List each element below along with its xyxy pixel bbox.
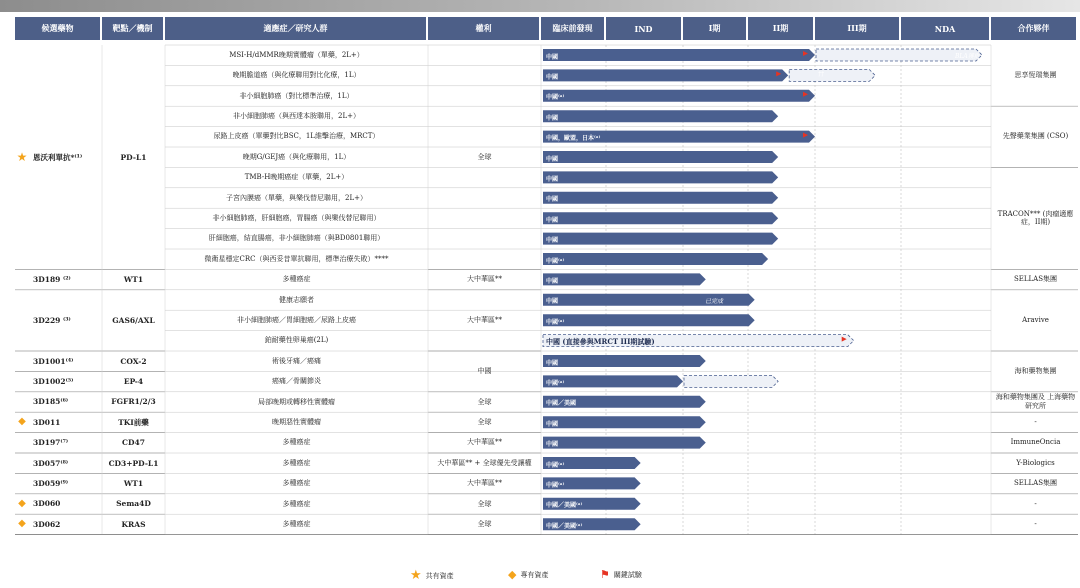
- bar-label: 中國: [546, 196, 559, 204]
- legend-diamond-label: 專有資產: [520, 570, 549, 579]
- drug-name: 3D060: [33, 499, 61, 509]
- rights-text: 全球: [477, 152, 492, 161]
- diamond-icon: ◆: [18, 497, 26, 509]
- drug-name: 3D059⁽⁹⁾: [33, 478, 69, 488]
- drug-name: 3D229 ⁽³⁾: [33, 315, 71, 325]
- indication-text: 非小細胞肺癌（對比標準治療，1L）: [239, 91, 354, 100]
- target-name: TKI前藥: [118, 417, 149, 427]
- partner-text: -: [1034, 520, 1037, 528]
- drug-name: 3D1001⁽⁴⁾: [33, 356, 74, 366]
- bar-label: 中國: [546, 114, 559, 122]
- partner-text: ImmuneOncia: [1010, 438, 1061, 447]
- indication-text: 癌痛／骨關節炎: [272, 377, 321, 386]
- bar-label: 中國⁽ᵃ⁾: [546, 461, 565, 469]
- rights-text: 大中華區**: [467, 275, 502, 284]
- target-name: WT1: [123, 274, 144, 284]
- progress-bar: [543, 437, 706, 449]
- indication-text: 晚期惡性實體瘤: [272, 418, 321, 426]
- bar-label: 中國: [546, 175, 559, 183]
- star-icon: ★: [410, 568, 422, 583]
- rights-text: 大中華區** + 全球優先受讓權: [437, 458, 532, 467]
- progress-bar: [543, 233, 778, 245]
- header-cell: 合作夥伴: [991, 17, 1076, 40]
- indication-text: 非小細胞肺癌，肝細胞癌，胃腸癌（與樂伐替尼聯用）: [212, 214, 381, 222]
- planned-bar: [789, 69, 875, 81]
- target-name: CD3+PD-L1: [108, 458, 159, 468]
- bar-label: 中國／美國⁽ᵃ⁾: [546, 502, 583, 510]
- header-cell: 候選藥物: [15, 17, 100, 40]
- header-cell: 靶點／機制: [102, 17, 163, 40]
- diamond-icon: ◆: [18, 416, 26, 428]
- drug-name: 3D185⁽⁶⁾: [33, 397, 69, 407]
- flag-icon: ⚑: [600, 568, 610, 581]
- target-name: PD-L1: [120, 152, 147, 162]
- target-name: EP-4: [123, 376, 144, 386]
- bar-label: 中國⁽ᵃ⁾: [546, 481, 565, 489]
- bar-label: 中國，歐盟，日本⁽ᵃ⁾: [546, 135, 601, 143]
- partner-text: SELLAS集團: [1013, 479, 1058, 488]
- target-name: COX-2: [120, 356, 147, 366]
- rights-text: 全球: [477, 499, 492, 508]
- header-cell: III期: [815, 17, 899, 40]
- drug-name: 恩沃利單抗*⁽¹⁾: [33, 152, 83, 162]
- indication-text: 多種癌症: [282, 499, 311, 508]
- progress-bar: [543, 110, 778, 122]
- bar-label: 中國⁽ᵃ⁾: [546, 257, 565, 265]
- bar-label: 中國: [546, 237, 559, 245]
- target-name: CD47: [122, 438, 145, 448]
- header-cell: I期: [683, 17, 746, 40]
- partner-text: 海和藥物集團及 上海藥物研究所: [995, 393, 1076, 410]
- progress-bar: [543, 253, 768, 265]
- partner-text: -: [1034, 499, 1037, 508]
- bar-note: BLA獲批: [955, 53, 980, 60]
- progress-bar: [543, 416, 706, 428]
- progress-bar: [543, 171, 778, 183]
- header-cell: 適應症／研究人群: [165, 17, 426, 40]
- bar-label: 中國: [546, 216, 559, 224]
- bar-label: 中國 (直接參與MRCT III期試驗): [546, 337, 655, 347]
- progress-bar: [543, 273, 706, 285]
- bar-label: 中國⁽ᵃ⁾: [546, 379, 565, 387]
- rights-text: 全球: [477, 397, 492, 406]
- bar-label: 中國: [546, 73, 559, 81]
- partner-text: 先聲藥業集團 (CSO): [1002, 132, 1069, 141]
- indication-text: 晚期G/GEJ癌（與化療聯用，1L）: [242, 152, 351, 161]
- indication-text: 非小細胞肺癌（與西達本胺聯用，2L+）: [233, 112, 360, 120]
- progress-bar: [543, 212, 778, 224]
- indication-text: 局部晚期或轉移性實體瘤: [258, 397, 335, 406]
- bar-label: 中國／美國⁽ᵃ⁾: [546, 522, 583, 530]
- rights-text: 全球: [477, 418, 492, 426]
- target-name: FGFR1/2/3: [111, 397, 156, 407]
- bar-note: ††: [818, 71, 824, 79]
- indication-text: 肝細胞癌，結直腸癌，非小細胞肺癌（與BD0801聯用）: [208, 234, 385, 243]
- indication-text: 多種癌症: [282, 275, 311, 284]
- drug-name: 3D189 ⁽²⁾: [33, 274, 71, 284]
- legend-flag: [600, 568, 642, 581]
- rights-text: 中國: [477, 367, 492, 376]
- target-name: WT1: [123, 478, 144, 488]
- indication-text: 多種癌症: [282, 479, 311, 488]
- indication-text: TMB-H晚期癌症（單藥，2L+）: [244, 173, 349, 182]
- drug-name: 3D011: [33, 417, 61, 427]
- bar-label: 中國⁽ᵃ⁾: [546, 94, 565, 102]
- indication-text: 鉑耐藥性卵巢癌(2L): [264, 336, 329, 345]
- rights-text: 大中華區**: [467, 479, 502, 488]
- drug-name: 3D1002⁽⁵⁾: [33, 376, 74, 386]
- bar-label: 中國: [546, 359, 559, 367]
- partner-text: Y-Biologics: [1016, 458, 1055, 467]
- indication-text: 非小細胞肺癌／胃細胞癌／尿路上皮癌: [237, 316, 356, 324]
- bar-label: 中國: [546, 53, 559, 61]
- progress-bar: [543, 90, 815, 102]
- drug-name: 3D057⁽⁸⁾: [33, 458, 69, 468]
- legend-diamond: [508, 568, 548, 581]
- rights-text: 全球: [477, 520, 492, 528]
- partner-text: Aravive: [1022, 316, 1049, 325]
- indication-text: 多種癌症: [282, 438, 311, 447]
- diamond-icon: ◆: [508, 568, 517, 581]
- indication-text: 子宮內膜癌（單藥，與樂伐替尼聯用，2L+）: [226, 193, 367, 202]
- bar-note: 已完成: [705, 297, 724, 305]
- target-name: Sema4D: [116, 499, 151, 509]
- indication-text: 術後牙痛／癌痛: [272, 356, 321, 365]
- rights-text: 大中華區**: [467, 316, 502, 325]
- partner-text: -: [1034, 418, 1037, 426]
- indication-text: 尿路上皮癌（單藥對比BSC，1L維擊治療，MRCT）: [213, 132, 380, 141]
- progress-bar: [543, 314, 755, 326]
- legend-flag-label: 關鍵試驗: [613, 570, 642, 579]
- planned-bar: [684, 375, 778, 387]
- progress-bar: [543, 49, 815, 61]
- drug-name: 3D062: [33, 519, 61, 529]
- bar-label: 中國／美國: [546, 400, 577, 408]
- indication-text: 健康志願者: [279, 295, 314, 304]
- header-cell: NDA: [901, 17, 989, 40]
- bar-label: 中國⁽ᵃ⁾: [546, 318, 565, 326]
- partner-text: SELLAS集團: [1013, 275, 1058, 284]
- progress-bar: [543, 69, 788, 81]
- header-cell: II期: [748, 17, 813, 40]
- drug-name: 3D197⁽⁷⁾: [33, 438, 69, 448]
- target-name: KRAS: [121, 519, 146, 529]
- bar-label: 中國: [546, 277, 559, 285]
- header-cell: 臨床前發現: [541, 17, 604, 40]
- header-cell: IND: [606, 17, 681, 40]
- rights-text: 大中華區**: [467, 438, 502, 447]
- indication-text: 微衛星穩定CRC（與西妥昔單抗聯用，標準治療失敗）****: [204, 254, 389, 263]
- star-icon: ★: [16, 149, 28, 164]
- partner-text: 海和藥物集團: [1014, 367, 1057, 376]
- partner-text: 思享恆瑞集團: [1014, 71, 1057, 80]
- legend-star: [410, 568, 454, 583]
- progress-bar: [543, 151, 778, 163]
- legend-star-label: 共有資產: [425, 571, 454, 580]
- bar-label: 中國: [546, 155, 559, 163]
- target-name: GAS6/AXL: [112, 315, 155, 325]
- header-cell: 權利: [428, 17, 539, 40]
- indication-text: MSI-H/dMMR晚期實體瘤（單藥，2L+）: [229, 50, 364, 59]
- diamond-icon: ◆: [18, 518, 26, 530]
- partner-text: TRACON*** (肉瘤適應症，II期): [997, 209, 1074, 227]
- bar-label: 中國: [546, 441, 559, 449]
- indication-text: 多種癌症: [282, 520, 311, 528]
- indication-text: 多種癌症: [282, 458, 311, 467]
- indication-text: 晚期膽道癌（與化療聯用對比化療，1L）: [232, 71, 361, 80]
- progress-bar: [543, 192, 778, 204]
- progress-bar: [543, 355, 706, 367]
- bar-label: 中國: [546, 298, 559, 306]
- bar-label: 中國: [546, 420, 559, 428]
